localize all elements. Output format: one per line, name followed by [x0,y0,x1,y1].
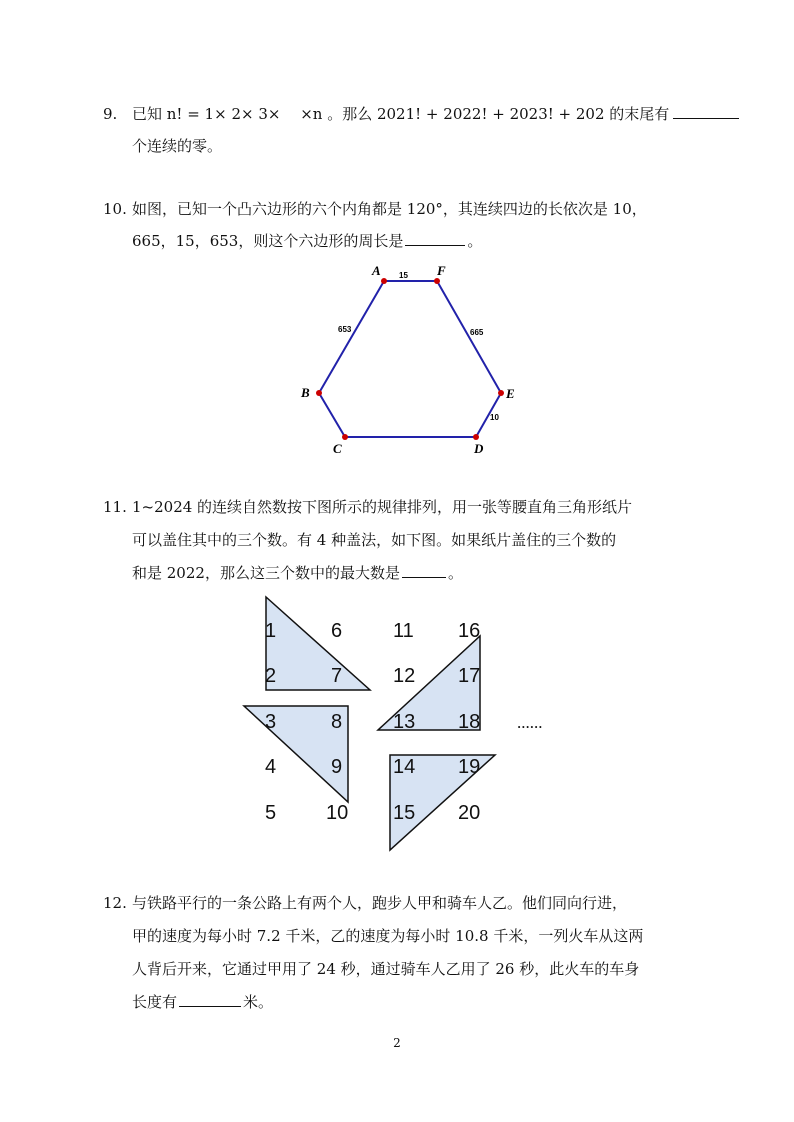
grid-number: 5 [265,802,277,824]
side-label-fe: 665 [470,328,484,337]
grid-number: 16 [458,620,481,642]
grid-ellipsis: ...... [517,713,543,732]
q12-line2: 甲的速度为每小时 7.2 千米，乙的速度为每小时 10.8 千米，一列火车从这两 [132,927,644,945]
grid-number: 15 [393,802,416,824]
q11-number: 11. [103,498,127,516]
q11-text-line3 [132,563,463,583]
grid-number: 17 [458,665,481,687]
q12-line4b: 米。 [243,993,274,1011]
grid-number: 20 [458,802,481,824]
grid-number: 19 [458,756,481,778]
grid-number: 18 [458,711,481,733]
q11-line3a: 和是 2022，那么这三个数中的最大数是 [132,564,400,582]
q12-text-line4 [132,992,273,1012]
side-label-af: 15 [399,271,408,280]
triangle-cover-1 [266,597,370,690]
grid-number: 11 [393,620,414,642]
vertex-b-dot [316,390,322,396]
grid-number: 6 [331,620,343,642]
q9-line2: 个连续的零。 [132,137,223,155]
grid-number: 13 [393,711,416,733]
vertex-label-b: B [301,385,310,400]
q12-number: 12. [103,894,127,912]
side-label-ab: 653 [338,325,352,334]
q10-line1: 如图，已知一个凸六边形的六个内角都是 120°，其连续四边的长依次是 10， [132,200,647,218]
grid-number: 1 [265,620,277,642]
page-number: 2 [393,1036,401,1050]
grid-number: 7 [331,665,343,687]
hexagon-figure [290,258,530,458]
side-label-ed: 10 [490,413,499,422]
q10-number: 10. [103,200,127,218]
q10-text-line2 [132,231,482,251]
q10-line2a: 665，15，653，则这个六边形的周长是 [132,232,404,250]
q12-line1: 与铁路平行的一条公路上有两个人，跑步人甲和骑车人乙。他们同向行进， [132,894,628,912]
q11-line1: 1~2024 的连续自然数按下图所示的规律排列，用一张等腰直角三角形纸片 [132,498,633,516]
q12-line3: 人背后开来，它通过甲用了 24 秒，通过骑车人乙用了 26 秒，此火车的车身 [132,960,640,978]
vertex-a-dot [381,278,387,284]
vertex-label-f: F [437,263,446,278]
vertex-label-a: A [372,263,381,278]
q11-line2: 可以盖住其中的三个数。有 4 种盖法，如下图。如果纸片盖住的三个数的 [132,531,617,549]
vertex-label-d: D [474,441,484,456]
hexagon-outline [319,281,501,437]
vertex-c-dot [342,434,348,440]
vertex-label-c: C [333,441,342,456]
vertex-d-dot [473,434,479,440]
grid-number: 10 [326,802,349,824]
q12-answer-blank [179,992,241,1007]
grid-number: 9 [331,756,343,778]
grid-number: 2 [265,665,277,687]
q10-line2b: 。 [467,232,483,250]
q9-text-line1 [132,104,739,124]
q9-number: 9. [103,105,118,123]
number-grid-figure [235,590,555,855]
grid-number: 4 [265,756,277,778]
grid-number: 3 [265,711,277,733]
q10-answer-blank [405,231,465,246]
vertex-label-e: E [506,386,515,401]
q11-answer-blank [402,563,446,578]
grid-number: 14 [393,756,416,778]
q9-line1: 已知 n! = 1× 2× 3× ×n 。那么 2021! + 2022! + 2023! + 202 的末尾有 [132,105,670,123]
grid-number: 8 [331,711,343,733]
q12-line4a: 长度有 [132,993,178,1011]
grid-number: 12 [393,665,416,687]
q11-line3b: 。 [447,564,463,582]
vertex-f-dot [434,278,440,284]
vertex-e-dot [498,390,504,396]
q9-answer-blank [673,104,739,119]
